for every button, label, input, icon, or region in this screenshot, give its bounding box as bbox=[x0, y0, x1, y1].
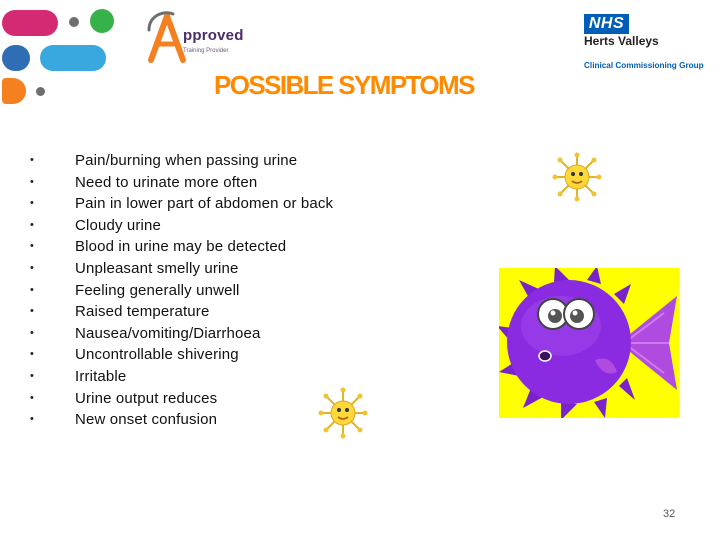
bullet-icon: • bbox=[30, 154, 34, 166]
nhs-org-subtitle: Clinical Commissioning Group bbox=[584, 61, 704, 70]
symptom-text: Cloudy urine bbox=[75, 216, 162, 234]
symptom-text: Need to urinate more often bbox=[75, 173, 258, 191]
pill-lightblue bbox=[40, 45, 106, 71]
approved-logo-tagline: Training Provider bbox=[183, 48, 229, 54]
bullet-icon: • bbox=[30, 218, 34, 231]
nhs-badge: NHS bbox=[584, 14, 629, 34]
pufferfish-cartoon-icon bbox=[499, 268, 679, 418]
dot-green bbox=[90, 9, 114, 33]
page-number: 32 bbox=[663, 508, 676, 520]
slide-title: POSSIBLE SYMPTOMS bbox=[214, 70, 474, 100]
bullet-icon: • bbox=[30, 175, 34, 188]
symptom-text: Uncontrollable shivering bbox=[75, 346, 239, 364]
approved-provider-logo bbox=[143, 8, 243, 66]
symptom-text: Pain in lower part of abdomen or back bbox=[75, 195, 334, 213]
bullet-icon: • bbox=[30, 413, 34, 426]
nhs-logo bbox=[584, 14, 714, 70]
symptom-text: Irritable bbox=[75, 367, 127, 385]
bullet-icon: • bbox=[30, 305, 34, 318]
pufferfish-illustration bbox=[499, 268, 679, 418]
dot-grey-2 bbox=[36, 87, 45, 96]
bullet-icon: • bbox=[30, 391, 34, 404]
pill-pink bbox=[2, 10, 58, 36]
symptom-text: New onset confusion bbox=[75, 411, 218, 429]
bullet-icon: • bbox=[30, 348, 34, 361]
bullet-icon: • bbox=[30, 283, 34, 296]
symptom-text: Pain/burning when passing urine bbox=[75, 152, 298, 169]
symptom-text: Nausea/vomiting/Diarrhoea bbox=[75, 324, 261, 342]
symptom-text: Raised temperature bbox=[75, 303, 210, 321]
bullet-icon: • bbox=[30, 197, 34, 210]
bullet-icon: • bbox=[30, 261, 34, 274]
bullet-icon: • bbox=[30, 326, 34, 339]
germ-cartoon-icon bbox=[318, 387, 368, 439]
symptom-text: Blood in urine may be detected bbox=[75, 238, 287, 256]
bullet-icon: • bbox=[30, 369, 34, 382]
pill-orange bbox=[2, 78, 26, 104]
dot-grey bbox=[69, 17, 79, 27]
symptom-text: Feeling generally unwell bbox=[75, 281, 240, 299]
pill-blue bbox=[2, 45, 30, 71]
approved-logo-wordmark: pproved bbox=[183, 27, 244, 44]
symptom-text: Urine output reduces bbox=[75, 389, 218, 407]
symptom-text: Unpleasant smelly urine bbox=[75, 259, 239, 277]
bullet-icon: • bbox=[30, 240, 34, 253]
germ-cartoon-icon bbox=[552, 152, 602, 202]
nhs-org-name: Herts Valleys bbox=[584, 34, 659, 48]
